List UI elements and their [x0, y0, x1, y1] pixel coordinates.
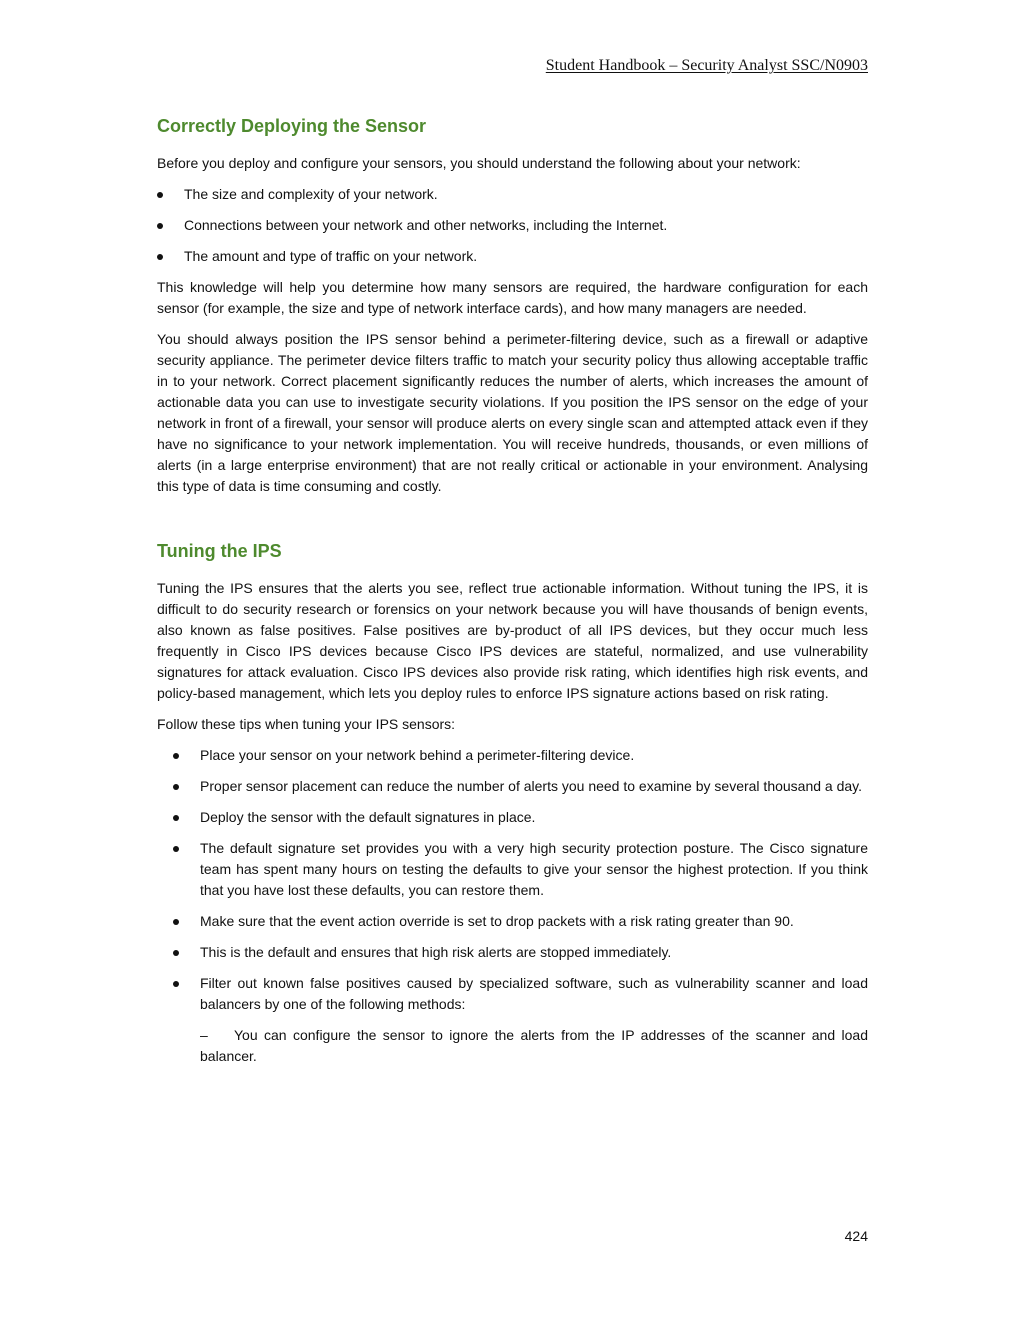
bullet-icon	[157, 192, 163, 198]
sub-list-item-text: You can configure the sensor to ignore the alerts from the IP addresses of the scanner and load balancer.	[200, 1027, 868, 1064]
bullet-icon	[173, 919, 179, 925]
list-item	[173, 942, 868, 963]
document-page	[157, 0, 868, 1325]
list-item-text: The amount and type of traffic on your network.	[184, 248, 478, 264]
paragraph-intro: Before you deploy and configure your sensors, you should understand the following about your network:	[157, 155, 801, 171]
document-body	[157, 114, 868, 1077]
bullet-icon	[173, 981, 179, 987]
bullet-icon	[173, 784, 179, 790]
paragraph-positioning: You should always position the IPS sensor behind a perimeter-filtering device, such as a firewall or adaptive security appliance. The perimeter device filters traffic to match your security policy thus allowing acceptable traffic in to your network. Correct placement significantly reduces the number of alerts, which increases the amount of actionable data you can use to investigate security violations. If you position the IPS sensor on the edge of your network in front of a firewall, your sensor will produce alerts on every single scan and attempted attack even if they have no significance to your network implementation. You will receive hundreds, thousands, or even millions of alerts (in a large enterprise environment) that are not really critical or actionable in your environment. Analysing this type of data is time consuming and costly.	[157, 331, 868, 494]
list-item-text: Connections between your network and other networks, including the Internet.	[184, 217, 668, 233]
paragraph-tips-intro: Follow these tips when tuning your IPS sensors:	[157, 716, 456, 732]
bullet-icon	[157, 254, 163, 260]
list-item-text: The size and complexity of your network.	[184, 186, 438, 202]
list-item-text: The default signature set provides you with a very high security protection posture. The Cisco signature team has spent many hours on testing the defaults to give your sensor the highest protection. If you think that you have lost these defaults, you can restore them.	[200, 840, 868, 898]
dash-marker: –	[200, 1027, 208, 1043]
list-item	[173, 745, 868, 766]
page-number: 424	[844, 1228, 868, 1244]
paragraph-tuning: Tuning the IPS ensures that the alerts you see, reflect true actionable information. Without tuning the IPS, it is difficult to do security research or forensics on your network because you will have thousands of benign events, also known as false positives. False positives are by-product of all IPS devices, but they occur much less frequently in Cisco IPS devices because Cisco IPS devices are stateful, normalized, and use vulnerability signatures for attack evaluation. Cisco IPS devices also provide risk rating, which identifies high risk events, and policy-based management, which lets you deploy rules to enforce IPS signature actions based on risk rating.	[157, 580, 868, 701]
list-item-text: Make sure that the event action override is set to drop packets with a risk rating greater than 90.	[200, 913, 794, 929]
section-heading-deploying-sensor: Correctly Deploying the Sensor	[157, 116, 427, 136]
list-item-text: Proper sensor placement can reduce the number of alerts you need to examine by several thousand a day.	[200, 778, 863, 794]
list-item	[173, 838, 868, 901]
list-item	[173, 807, 868, 828]
list-item	[173, 973, 868, 1015]
paragraph-knowledge: This knowledge will help you determine how many sensors are required, the hardware configuration for each sensor (for example, the size and type of network interface cards), and how many managers are needed.	[157, 279, 868, 316]
bullet-icon	[173, 815, 179, 821]
running-header: Student Handbook – Security Analyst SSC/N0903	[545, 57, 868, 74]
bullet-icon	[173, 753, 179, 759]
bullet-icon	[157, 223, 163, 229]
list-item	[173, 911, 868, 932]
list-item	[157, 215, 868, 236]
list-item-text: Place your sensor on your network behind a perimeter-filtering device.	[200, 747, 635, 763]
list-item-text: Deploy the sensor with the default signatures in place.	[200, 809, 536, 825]
network-facts-list	[157, 184, 868, 267]
section-heading-tuning-ips: Tuning the IPS	[157, 541, 282, 561]
sub-list-item	[200, 1025, 868, 1067]
list-item	[173, 776, 868, 797]
list-item	[157, 184, 868, 205]
bullet-icon	[173, 846, 179, 852]
bullet-icon	[173, 950, 179, 956]
tuning-tips-list	[173, 745, 868, 1015]
list-item-text: This is the default and ensures that high risk alerts are stopped immediately.	[200, 944, 672, 960]
list-item-text: Filter out known false positives caused by specialized software, such as vulnerability scanner and load balancers by one of the following methods:	[200, 975, 868, 1012]
list-item	[157, 246, 868, 267]
